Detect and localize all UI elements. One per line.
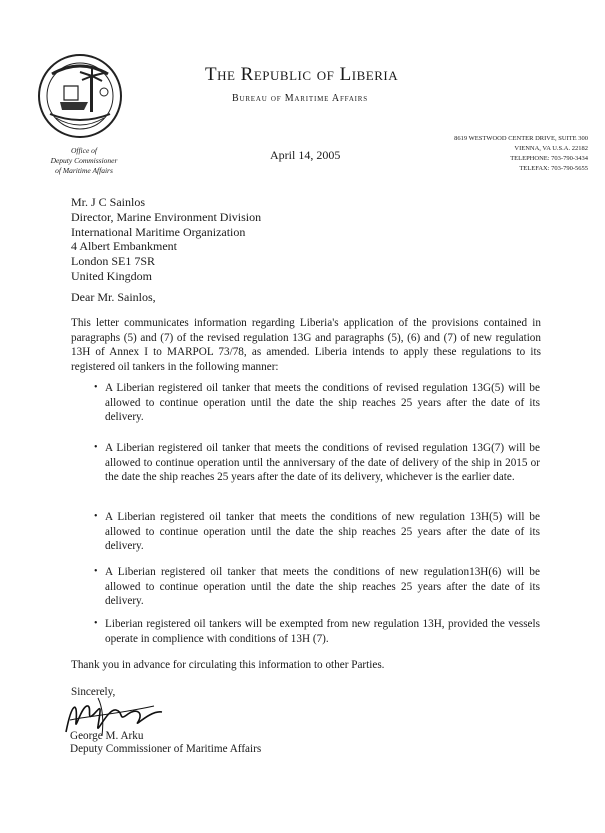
letter-date: April 14, 2005 xyxy=(270,148,341,162)
bullet-text: A Liberian registered oil tanker that meets the conditions of revised regulation 13G(5) will be allowed to continue operation until the date the ship reaches 25 years after the date of its delivery. xyxy=(105,382,540,424)
bullet-text: A Liberian registered oil tanker that meets the conditions of new regulation 13H(5) will be allowed to continue operation until the date the ship reaches 25 years after the date of its delivery. xyxy=(105,511,540,553)
addressee-line: Mr. J C Sainlos xyxy=(71,195,146,209)
bullet-icon: • xyxy=(94,442,98,453)
signer-title: Deputy Commissioner of Maritime Affairs xyxy=(70,743,262,755)
letterhead-subtitle: Bureau of Maritime Affairs xyxy=(232,93,368,104)
salutation: Dear Mr. Sainlos, xyxy=(71,290,156,304)
bullet-item xyxy=(94,381,540,425)
signer-name: George M. Arku xyxy=(70,730,144,742)
bullet-text: Liberian registered oil tankers will be exempted from new regulation 13H, provided the vessels operate in complience with conditions of 13H (7). xyxy=(105,618,540,645)
office-line: Office of xyxy=(70,146,98,155)
office-address xyxy=(418,134,588,174)
bullet-icon: • xyxy=(94,382,98,393)
intro-paragraph: This letter communicates information regarding Liberia's application of the provisions contained in paragraphs (5) and (7) of the revised regulation 13G and paragraphs (5), (6) and (7) of new regulation 13H of Annex I to MARPOL 73/78, as amended. Liberia intends to apply these regulations to its registered oil tankers in the following manner: xyxy=(71,317,541,373)
bullet-item xyxy=(94,441,540,485)
bullet-icon: • xyxy=(94,511,98,522)
address-line: VIENNA, VA U.S.A. 22182 xyxy=(514,145,588,152)
letterhead-title: The Republic of Liberia xyxy=(205,64,399,85)
addressee-line: United Kingdom xyxy=(71,268,152,283)
closing-paragraph: Thank you in advance for circulating this information to other Parties. xyxy=(71,659,385,671)
address-line: TELEFAX: 703-790-5655 xyxy=(519,165,588,172)
office-line: of Maritime Affairs xyxy=(55,166,113,175)
address-line: 8619 WESTWOOD CENTER DRIVE, SUITE 300 xyxy=(454,135,588,142)
bullet-icon: • xyxy=(94,566,98,577)
addressee-line: 4 Albert Embankment xyxy=(71,239,177,254)
addressee-line: Director, Marine Environment Division xyxy=(71,209,262,224)
bullet-item xyxy=(94,565,540,609)
office-label xyxy=(34,146,134,176)
bullet-item xyxy=(94,510,540,554)
bullet-text: A Liberian registered oil tanker that meets the conditions of new regulation13H(6) will be allowed to continue operation until the date the ship reaches 25 years after the date of its delivery. xyxy=(105,566,540,608)
bullet-text: A Liberian registered oil tanker that meets the conditions of revised regulation 13G(7) will be allowed to continue operation until the anniversary of the date of delivery of the ship in 2015 or the date the ship reaches 25 years after the date of its delivery, whichever is the earlier date. xyxy=(105,442,540,484)
addressee-block xyxy=(71,195,261,284)
addressee-line: International Maritime Organization xyxy=(71,224,246,239)
signoff: Sincerely, xyxy=(71,686,116,698)
addressee-line: London SE1 7SR xyxy=(71,254,156,269)
bullet-item xyxy=(94,617,540,646)
republic-seal-icon xyxy=(36,52,124,140)
bullet-icon: • xyxy=(94,618,98,629)
office-line: Deputy Commissioner xyxy=(50,156,118,165)
address-line: TELEPHONE: 703-790-3434 xyxy=(510,155,588,162)
